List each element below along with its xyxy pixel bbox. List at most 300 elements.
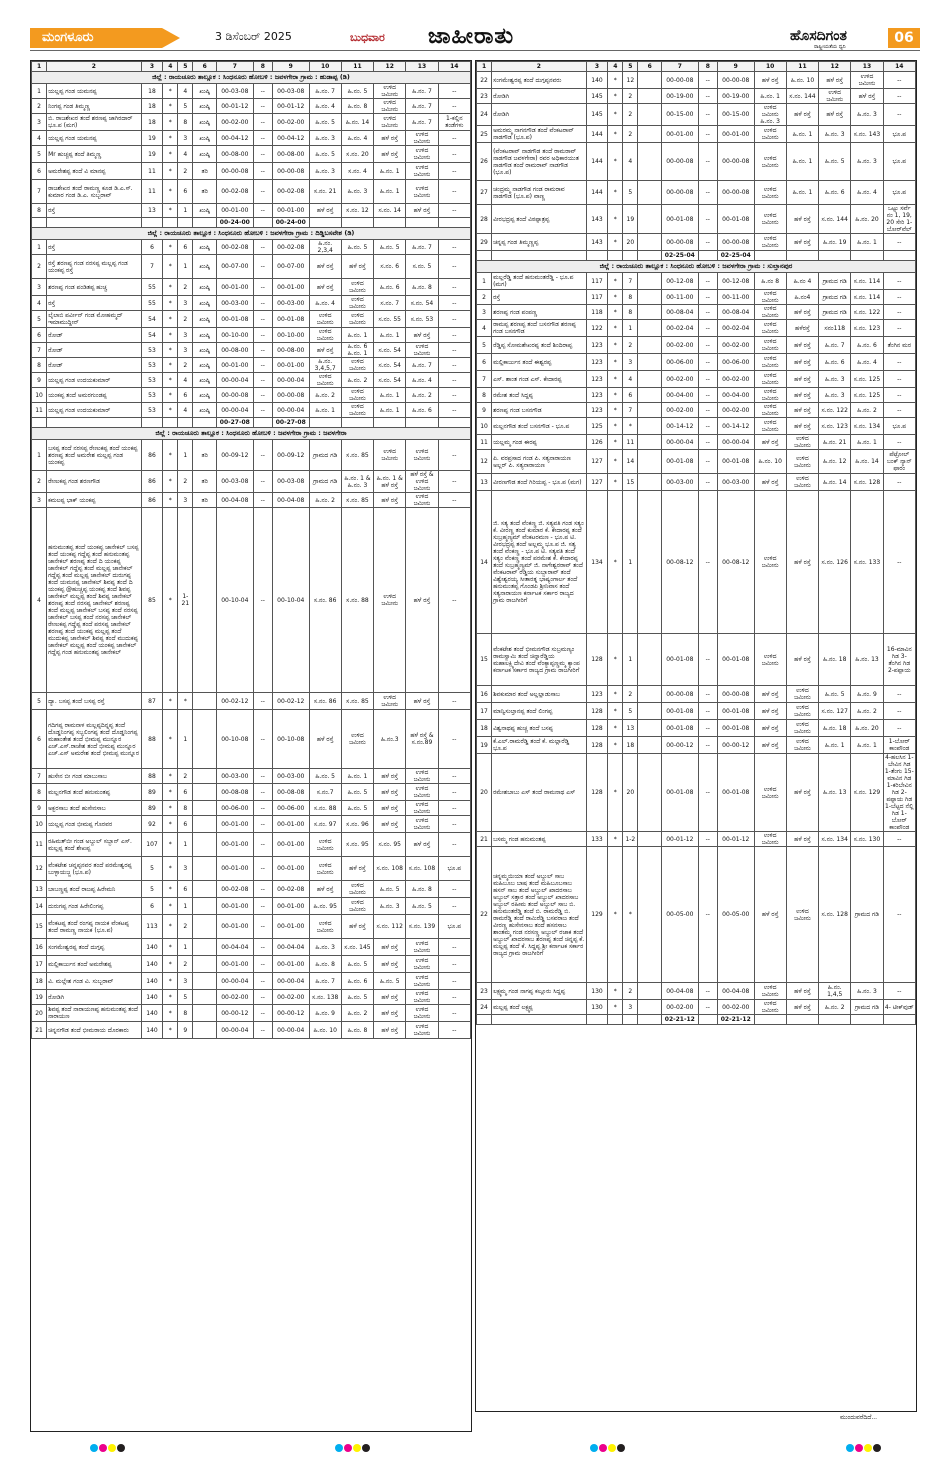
table-cell: ಹಿ.ನಂ. 1	[851, 435, 883, 450]
table-cell: 00-03-08	[217, 471, 254, 493]
table-cell: 25	[477, 126, 492, 143]
table-cell: ಸ.ನಂ. 138	[309, 990, 341, 1005]
table-cell: ಹಳೆ ರಸ್ತೆ	[374, 146, 406, 163]
table-cell: ಉಳಿದ ಜಮೀನು	[374, 508, 406, 693]
total-cell: 00-27-08	[272, 418, 309, 428]
total-cell	[819, 1015, 851, 1025]
table-cell: ಉಳಿದ ಜಮೀನು	[406, 956, 438, 973]
table-row	[477, 126, 916, 143]
table-cell: --	[438, 146, 470, 163]
table-row	[477, 474, 916, 491]
table-cell: --	[698, 388, 717, 403]
table-cell: ಉಳಿದ ಜಮೀನು	[786, 720, 818, 737]
total-cell	[608, 1015, 623, 1025]
table-cell: ಹಿ.ನಂ. 10	[309, 1022, 341, 1039]
table-cell: ಹಿ.ನಂ. 6	[819, 354, 851, 371]
table-cell: *	[163, 180, 178, 204]
table-cell: 2	[178, 915, 193, 939]
table-cell: 00-02-04	[717, 320, 754, 337]
table-cell: 12	[477, 450, 492, 474]
ink-dot	[617, 1444, 625, 1452]
table-cell: --	[253, 358, 272, 373]
table-cell: 1	[178, 833, 193, 857]
table-cell: *	[163, 358, 178, 373]
table-cell: --	[883, 290, 915, 305]
table-cell: ಹಿ.ನಂ. 2	[309, 388, 341, 403]
table-cell: 19	[141, 146, 163, 163]
column-number: 4	[163, 62, 178, 72]
owner-name-cell: ಬಾಬಣ್ಣಪ್ಪ ತಂದೆ ರಾಜಪ್ಪ ಹಿರೇಮನಿ	[47, 881, 142, 898]
table-cell	[638, 305, 662, 320]
table-cell: ಸ.ನಂ. 130	[851, 832, 883, 847]
table-cell: ಉಳಿದ ಜಮೀನು	[819, 89, 851, 104]
table-cell	[638, 337, 662, 354]
table-cell: 00-08-00	[217, 343, 254, 358]
total-cell: 00-24-00	[217, 218, 254, 228]
table-cell: ಹಳೆ ರಸ್ತೆ	[309, 881, 341, 898]
table-cell: ಉಳಿದ ಜಮೀನು	[309, 328, 341, 343]
table-row	[477, 320, 916, 337]
table-cell: *	[608, 143, 623, 181]
table-cell: --	[253, 1005, 272, 1022]
table-cell: 6	[477, 354, 492, 371]
table-cell: ಖುಷ್ಕಿ	[193, 403, 217, 418]
owner-name-cell: ಅಕ್ಬರಸಾಬ ತಂದೆ ಹುಸೇನಸಾಬ	[47, 801, 142, 816]
total-cell	[32, 218, 47, 228]
table-cell: 00-01-08	[662, 450, 699, 474]
table-cell: ಉಳಿದ ಜಮೀನು	[374, 440, 406, 471]
table-row	[477, 205, 916, 234]
table-cell: --	[438, 801, 470, 816]
table-cell: 00-01-08	[272, 311, 309, 328]
table-cell	[638, 847, 662, 983]
table-cell: *	[608, 290, 623, 305]
table-cell: ಹಳೆ ರಸ್ತೆ	[341, 857, 373, 881]
table-cell: 2	[178, 279, 193, 296]
table-cell: ಹಿ.ನಂ. 1	[754, 89, 786, 104]
issue-date: 3 ಡಿಸೆಂಬರ್ 2025	[215, 30, 292, 43]
total-cell: 00-27-08	[217, 418, 254, 428]
table-cell: ಹಿ.ನಂ. 8	[406, 279, 438, 296]
total-cell	[406, 218, 438, 228]
table-cell: 00-04-08	[272, 493, 309, 508]
table-cell: ಉಳಿದ ಜಮೀನು	[754, 354, 786, 371]
table-cell: --	[698, 754, 717, 832]
table-cell: 140	[141, 973, 163, 990]
table-row	[32, 693, 471, 710]
ink-dot	[599, 1444, 607, 1452]
table-cell: 140	[141, 939, 163, 956]
owner-name-cell: ರೋಡ್	[47, 343, 142, 358]
table-cell	[193, 801, 217, 816]
table-cell: 00-02-00	[662, 1000, 699, 1015]
table-row	[32, 373, 471, 388]
table-cell: 00-02-00	[662, 403, 699, 418]
table-cell: 00-02-12	[217, 693, 254, 710]
owner-name-cell: ಕಮಲಪ್ಪ ಭಾಕ್ ಯಂಕಪ್ಪ	[47, 493, 142, 508]
table-cell	[193, 939, 217, 956]
table-cell: ಉಳಿದ ಜಮೀನು	[406, 493, 438, 508]
table-cell: --	[253, 493, 272, 508]
owner-name-cell: ಹನುಮಂತಪ್ಪ ತಂದೆ ಯಂಕಪ್ಪ ಜಾನೇಕಲ್ ಬಸಪ್ಪ ತಂದೆ ಯಂಕಪ್ಪ ಗದ್ದೆಪ್ಪ ತಂದೆ ಹನುಮಂತಪ್ಪ ಜಾನೇಕಲ್ ಶರಣಪ್ಪ ತಂದೆ ದಿ ಯಂಕಪ್ಪ ಜಾನೇಕಲ್ ಗದ್ದೆಪ್ಪ ತಂದೆ ಮಲ್ಲಪ್ಪ ಜಾನೇಕಲ್ ಗದ್ದೆಪ್ಪ ತಂದೆ ಮಲ್ಲಪ್ಪ ಜಾನೇಕಲ್ ದುರುಗಪ್ಪ ತಂದೆ ಯಮನಪ್ಪ ಜಾನೇಕಲ್ ಶಿವಪ್ಪ ತಂದೆ ದಿ ಯಂಕಪ್ಪ @ಹುಚ್ಚಪ್ಪ ಯಂಕಪ್ಪ ತಂದೆ ಶಿವಪ್ಪ ಜಾನೇಕಲ್ ಮಲ್ಲಪ್ಪ ತಂದೆ ಶಿವಪ್ಪ ಜಾನೇಕಲ್ ಶರಣಪ್ಪ ತಂದೆ ನರಸಪ್ಪ ಜಾನೇಕಲ್ ಶರಣಪ್ಪ ತಂದೆ ಮಲ್ಲಪ್ಪ ಜಾನೇಕಲ್ ಬಸಪ್ಪ ತಂದೆ ನರಸಪ್ಪ ಜಾನೇಕಲ್ ಬಸಪ್ಪ ತಂದೆ ನರಸಪ್ಪ ಜಾನೇಕಲ್ ರೇಣುಕಪ್ಪ ಗದ್ದೆಪ್ಪ ತಂದೆ ಪರಸಪ್ಪ ಜಾನೇಕಲ್ ಶರಣಪ್ಪ ತಂದೆ ಯಂಕಪ್ಪ ಮಲ್ಲಪ್ಪ ತಂದೆ ಮುದುಕಪ್ಪ ಜಾನೇಕಲ್ ಶಿವಪ್ಪ ತಂದೆ ಮುದುಕಪ್ಪ ಜಾನೇಕಲ್ ಮಲ್ಲಪ್ಪ ತಂದೆ ಯಂಕಪ್ಪ ಜಾನೇಕಲ್ ಗದ್ದೆಪ್ಪ ಗಂಡ ಹನುಮಂತಪ್ಪ ಜಾನೇಕಲ್	[47, 508, 142, 693]
table-cell: 00-01-08	[662, 205, 699, 234]
table-cell	[638, 634, 662, 686]
table-cell: ಹಿ.ನಂ. 4	[851, 181, 883, 205]
total-cell	[141, 218, 163, 228]
table-cell: 118	[586, 305, 608, 320]
table-cell: 5	[32, 146, 47, 163]
table-cell: ಹಿ.ನಂ. 1	[786, 181, 818, 205]
table-cell: 00-09-12	[272, 440, 309, 471]
table-cell: 5	[623, 703, 638, 720]
table-cell: 3	[178, 343, 193, 358]
table-cell: 00-01-00	[272, 204, 309, 218]
table-cell: 2	[623, 337, 638, 354]
table-cell: ಸ.ನಂ. 7	[374, 296, 406, 311]
table-cell: --	[253, 1022, 272, 1039]
table-cell	[193, 816, 217, 833]
table-cell: --	[438, 881, 470, 898]
table-cell: *	[163, 493, 178, 508]
table-cell: 8	[623, 290, 638, 305]
table-cell: --	[883, 703, 915, 720]
table-cell: --	[253, 343, 272, 358]
table-cell: 1	[178, 204, 193, 218]
table-cell: 00-02-00	[717, 1000, 754, 1015]
table-cell: ತರಿ	[193, 163, 217, 180]
ink-dot	[117, 1444, 125, 1452]
table-cell: --	[883, 320, 915, 337]
table-cell: --	[883, 371, 915, 388]
land-table	[476, 61, 916, 1025]
table-cell: --	[698, 1000, 717, 1015]
table-row	[32, 163, 471, 180]
table-row	[32, 388, 471, 403]
total-cell	[786, 251, 818, 261]
total-cell	[492, 251, 587, 261]
table-cell: 6	[623, 388, 638, 403]
table-cell: 00-04-12	[272, 131, 309, 146]
table-cell: *	[163, 373, 178, 388]
table-cell: 00-01-08	[662, 754, 699, 832]
table-cell: ಹಿ.ನಂ. 7	[406, 99, 438, 114]
table-cell: ಸ.ನಂ. 53	[406, 311, 438, 328]
table-cell: ಉಳಿದ ಜಮೀನು	[754, 290, 786, 305]
table-cell: 00-08-08	[272, 784, 309, 801]
table-cell: ಸ.ನಂ. 85	[341, 440, 373, 471]
table-cell: 86	[141, 471, 163, 493]
table-cell: ಹಿ.ನಂ. 2	[341, 373, 373, 388]
table-cell: 00-01-08	[717, 205, 754, 234]
total-cell	[608, 251, 623, 261]
table-cell: 123	[586, 337, 608, 354]
table-cell: 7	[477, 371, 492, 388]
table-row	[32, 343, 471, 358]
table-cell	[638, 371, 662, 388]
table-cell: ಹಿ.ನಂ. 5	[341, 84, 373, 99]
table-cell: 00-01-00	[272, 898, 309, 915]
table-cell: ಹಿ.ನಂ. 5	[341, 956, 373, 973]
total-cell	[638, 251, 662, 261]
table-cell: ಹಿ.ನಂ. 6	[374, 279, 406, 296]
table-cell: --	[438, 255, 470, 279]
column-number: 3	[586, 62, 608, 72]
table-cell: --	[883, 832, 915, 847]
brand-logo	[790, 28, 847, 50]
table-cell: --	[698, 983, 717, 1000]
table-cell: --	[883, 491, 915, 634]
table-cell: 00-15-00	[717, 104, 754, 126]
table-cell: --	[698, 290, 717, 305]
owner-name-cell: ಕೆ.ಎಲ್.ರಾಮರೆಡ್ಡಿ ತಂದೆ ಕೆ. ಮಲ್ಲಾರೆಡ್ಡಿ ಭೂ.ಪ	[492, 737, 587, 754]
table-cell: 10	[32, 388, 47, 403]
table-cell: *	[163, 508, 178, 693]
table-cell: ಹಿ.ನಂ. 21	[819, 435, 851, 450]
table-cell: ಸ.ನಂ. 4	[341, 163, 373, 180]
table-cell: 8	[623, 305, 638, 320]
table-cell: ಹಿ.ನಂ. 3	[819, 388, 851, 403]
table-cell: ಹಿ.ನಂ. 7	[819, 337, 851, 354]
table-cell: ಉಳಿದ ಜಮೀನು	[786, 450, 818, 474]
table-row	[477, 181, 916, 205]
table-cell: ಭೂ.ಪ	[438, 915, 470, 939]
column-number: 11	[341, 62, 373, 72]
table-cell: *	[163, 204, 178, 218]
table-cell: ಉಳಿದ ಜಮೀನು	[851, 72, 883, 89]
table-cell: 1	[178, 710, 193, 769]
table-cell: 00-01-08	[717, 703, 754, 720]
owner-name-cell: ಲೈಲಾಬಿ ಪರ್ವೀನ್ ಗಂಡ ಮೋಹಮ್ಮದ್ ಇಮಾಮುದ್ದೀನ್	[47, 311, 142, 328]
table-cell: 00-01-08	[217, 311, 254, 328]
table-row	[477, 143, 916, 181]
total-cell	[586, 1015, 608, 1025]
table-cell: ಖುಷ್ಕಿ	[193, 240, 217, 255]
table-cell: ಸ.ನಂ. 139	[406, 915, 438, 939]
table-cell: *	[163, 388, 178, 403]
total-cell	[178, 218, 193, 228]
table-cell: ಭೂ.ಪ	[438, 857, 470, 881]
table-cell: 3	[32, 493, 47, 508]
table-cell	[638, 703, 662, 720]
table-cell: 28	[477, 205, 492, 234]
table-cell: ಹಿ.ನಂ. 2	[309, 493, 341, 508]
table-cell: *	[163, 801, 178, 816]
table-cell: ಸ.ನಂ. 86	[309, 508, 341, 693]
table-cell: ತರಿ	[193, 471, 217, 493]
table-cell: --	[438, 493, 470, 508]
table-cell: 7	[141, 255, 163, 279]
table-cell: 9	[477, 403, 492, 418]
table-cell: ತರಿ	[193, 440, 217, 471]
table-cell: 00-08-00	[217, 146, 254, 163]
table-cell: ಹಿ.ನಂ. 4	[309, 296, 341, 311]
table-cell: ಸ.ನಂ. 54	[406, 296, 438, 311]
table-cell: ಹಳೆ ರಸ್ತೆ	[786, 403, 818, 418]
table-cell: 3	[178, 857, 193, 881]
table-cell: 130	[586, 1000, 608, 1015]
table-cell: --	[438, 833, 470, 857]
table-cell: 00-00-08	[717, 686, 754, 703]
table-cell: ಹಿ.ನಂ. 1	[374, 163, 406, 180]
table-cell: ಉಳಿದ ಜಮೀನು	[754, 832, 786, 847]
owner-name-cell: ರಸ್ತೆ	[47, 240, 142, 255]
table-row	[477, 450, 916, 474]
total-cell: 02-25-04	[662, 251, 699, 261]
table-cell: --	[883, 305, 915, 320]
table-cell: *	[608, 450, 623, 474]
total-cell	[47, 418, 142, 428]
table-cell: --	[698, 104, 717, 126]
table-cell: --	[253, 255, 272, 279]
table-cell: *	[163, 343, 178, 358]
table-cell: ಹಿ.ನಂ. 1	[374, 403, 406, 418]
table-cell: ಹಳೆ ರಸ್ತೆ	[309, 255, 341, 279]
table-row	[32, 956, 471, 973]
owner-name-cell: ಮಲ್ಲನಗೌಡ ತಂದೆ ಬಸನಗೌಡ - ಭೂ.ಪ	[492, 418, 587, 435]
table-cell: 2	[178, 311, 193, 328]
table-cell: 00-02-08	[272, 881, 309, 898]
table-cell: ಹಿ.ನಂ. 5	[406, 898, 438, 915]
table-cell: ಹಳೆ ರಸ್ತೆ	[374, 956, 406, 973]
table-cell: --	[883, 104, 915, 126]
table-cell: ಹಿ.ನಂ.3	[374, 710, 406, 769]
table-cell: 6	[178, 240, 193, 255]
table-cell: ಉಳಿದ ಜಮೀನು	[406, 131, 438, 146]
table-cell: *	[608, 388, 623, 403]
table-row	[477, 290, 916, 305]
table-cell	[193, 973, 217, 990]
table-cell: 15	[477, 634, 492, 686]
table-cell: *	[178, 693, 193, 710]
table-cell: *	[608, 754, 623, 832]
table-cell: ಹಿ.ನಂ. 3	[819, 126, 851, 143]
table-cell: 00-10-04	[272, 508, 309, 693]
table-cell: ಗ್ರಾಮದ ಗಡಿ	[819, 273, 851, 290]
table-cell: 6	[141, 240, 163, 255]
table-cell: ಹಿ.ನಂ. 2,3,4	[309, 240, 341, 255]
table-cell: 00-04-00	[662, 388, 699, 403]
table-cell: 00-01-00	[217, 358, 254, 373]
table-cell: 00-01-00	[217, 833, 254, 857]
table-cell: ಖುಷ್ಕಿ	[193, 255, 217, 279]
table-cell: ಹಿ.ನಂ. 8	[341, 1022, 373, 1039]
table-cell: --	[253, 915, 272, 939]
table-cell: --	[438, 973, 470, 990]
table-row	[32, 769, 471, 784]
table-cell: *	[163, 163, 178, 180]
table-row	[32, 240, 471, 255]
table-cell: ಖುಷ್ಕಿ	[193, 388, 217, 403]
table-cell: ಭೂ.ಪ	[883, 126, 915, 143]
table-cell: ಹಳೆ ರಸ್ತೆ	[786, 832, 818, 847]
table-cell: ಹಿ.ನಂ. 10	[754, 450, 786, 474]
table-cell	[638, 474, 662, 491]
column-number: 6	[638, 62, 662, 72]
table-cell: --	[438, 180, 470, 204]
table-cell: ಸ.ನಂ. 5	[406, 255, 438, 279]
total-cell	[492, 1015, 587, 1025]
table-cell: ಹಿ.ನಂ. 6	[851, 337, 883, 354]
table-cell: 00-01-00	[217, 915, 254, 939]
table-cell: 1	[178, 255, 193, 279]
table-cell: --	[253, 784, 272, 801]
table-cell: 140	[141, 956, 163, 973]
table-cell: ಸ.ನಂ. 88	[309, 801, 341, 816]
table-cell: 55	[141, 279, 163, 296]
table-cell: ಉಳಿದ ಜಮೀನು	[341, 403, 373, 418]
table-cell: ಉಳಿದ ಜಮೀನು	[754, 418, 786, 435]
table-cell: ಹಿ.ನಂ. 3,4,5,7	[309, 358, 341, 373]
table-cell: ಹಳೆ ರಸ್ತೆ	[819, 104, 851, 126]
table-cell: ಉಳಿದ ಜಮೀನು	[406, 440, 438, 471]
table-cell: 88	[141, 710, 163, 769]
table-cell: 00-01-00	[272, 915, 309, 939]
table-cell: ತರಿ	[193, 493, 217, 508]
owner-name-cell: ರಸ್ತೆ	[492, 290, 587, 305]
table-cell: ಉಳಿದ ಜಮೀನು	[754, 305, 786, 320]
ink-dot	[362, 1444, 370, 1452]
owner-name-cell: ರೋಡಿಗಿ	[492, 104, 587, 126]
owner-name-cell: ಯಲ್ಲಪ್ಪ ಗಂಡ ಉದಯಕುಮಾರ್	[47, 403, 142, 418]
total-cell	[883, 251, 915, 261]
table-cell: ಸ.ನಂ. 125	[851, 371, 883, 388]
table-cell: ಸ.ನಂ.7	[309, 784, 341, 801]
table-cell: --	[698, 234, 717, 251]
table-cell: *	[608, 474, 623, 491]
table-cell: --	[698, 832, 717, 847]
table-cell: 6	[32, 163, 47, 180]
table-cell: ಖುಷ್ಕಿ	[193, 358, 217, 373]
table-cell: --	[438, 358, 470, 373]
owner-name-cell: ಮಲ್ಲಿಕಾರ್ಜುನ ತಂದೆ ಈಶ್ವರಪ್ಪ	[492, 354, 587, 371]
table-cell: 4	[178, 84, 193, 99]
table-cell: *	[163, 99, 178, 114]
table-cell: *	[163, 296, 178, 311]
table-cell: ಹಿ.ನಂ. 5	[341, 240, 373, 255]
total-cell: 02-21-12	[717, 1015, 754, 1025]
table-cell: 00-14-12	[717, 418, 754, 435]
table-cell: ಉಳಿದ ಜಮೀನು	[406, 1022, 438, 1039]
owner-name-cell: ರಾಮಪ್ಪ ಶರಣಪ್ಪ ತಂದೆ ಬಸನಗೌಡ ಶರಣಪ್ಪ ಗಂಡ ಬಸನಗೌಡ	[492, 320, 587, 337]
table-cell: 4	[32, 296, 47, 311]
table-cell: --	[883, 847, 915, 983]
table-cell: 143	[586, 205, 608, 234]
table-cell: 6	[32, 710, 47, 769]
table-cell: --	[698, 703, 717, 720]
table-cell: 1	[623, 634, 638, 686]
table-cell: 00-00-08	[662, 72, 699, 89]
table-cell: --	[698, 337, 717, 354]
table-cell: 1	[623, 320, 638, 337]
table-cell: *	[608, 354, 623, 371]
table-cell: --	[883, 983, 915, 1000]
owner-name-cell: ಯಂಕಪ್ಪ ತಂದೆ ಅಮರಗುಂಡಪ್ಪ	[47, 388, 142, 403]
table-cell: ಹಳೆ ರಸ್ತೆ	[374, 1022, 406, 1039]
table-cell: 00-04-04	[272, 939, 309, 956]
table-row	[32, 296, 471, 311]
table-cell: ಹಿ.ನಂ. 7	[309, 84, 341, 99]
owner-name-cell: ವೀರಣಗೌಡ ತಂದೆ ಗಿರಿಯಪ್ಪ - ಭೂ.ಪ (ಮಗ)	[492, 474, 587, 491]
table-cell: 15	[623, 474, 638, 491]
table-cell: ಹಿ.ನಂ. 14	[341, 114, 373, 131]
table-cell: ಹಿ.ನಂ. 1 & ಹಳೆ ರಸ್ತೆ	[374, 471, 406, 493]
table-cell: ಉಳಿದ ಜಮೀನು	[309, 373, 341, 388]
table-cell: 21	[477, 832, 492, 847]
table-cell: --	[438, 956, 470, 973]
table-cell: --	[253, 279, 272, 296]
table-cell: 00-01-00	[217, 898, 254, 915]
table-cell: 00-00-12	[217, 1005, 254, 1022]
